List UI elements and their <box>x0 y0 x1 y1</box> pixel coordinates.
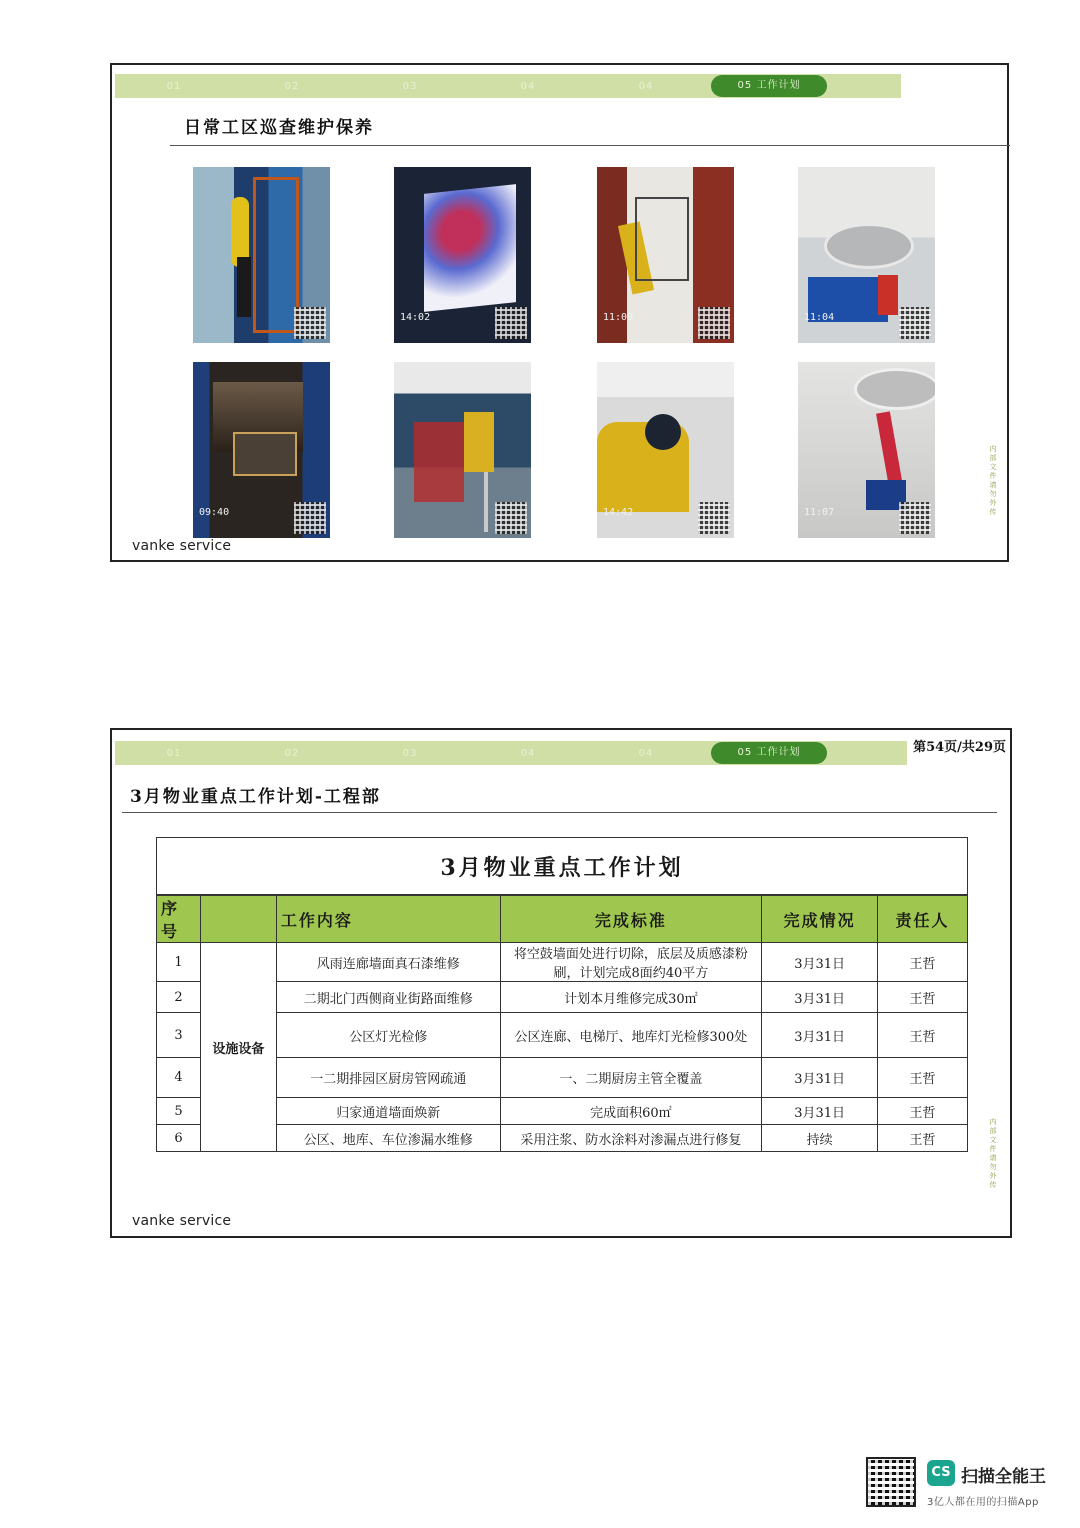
cell-status: 3月31日 <box>762 943 878 982</box>
photo-maintenance-3 <box>597 167 734 343</box>
photo-timestamp: 11:07 <box>804 507 835 518</box>
nav-item-active: 05 工作计划 <box>711 742 827 764</box>
nav-item-02: 02 <box>284 747 300 759</box>
slide-title: 日常工区巡查维护保养 <box>184 118 374 138</box>
cell-owner: 王哲 <box>878 943 968 982</box>
table-caption: 3月物业重点工作计划 <box>157 838 968 896</box>
brand-logo: vanke service <box>132 538 232 554</box>
cell-standard: 计划本月维修完成30㎡ <box>500 982 762 1013</box>
cell-owner: 王哲 <box>878 1125 968 1152</box>
qr-code-icon <box>899 502 931 534</box>
nav-item-04a: 04 <box>520 80 536 92</box>
scanner-tagline: 3亿人都在用的扫描App <box>927 1497 1039 1508</box>
nav-item-02: 02 <box>284 80 300 92</box>
section-nav <box>115 74 901 98</box>
slide-patrol-maintenance <box>110 63 1009 562</box>
camscanner-logo: CS <box>927 1460 955 1486</box>
cell-content: 归家通道墙面焕新 <box>276 1098 500 1125</box>
cell-status: 3月31日 <box>762 982 878 1013</box>
cell-no: 6 <box>157 1125 201 1152</box>
photo-maintenance-7 <box>597 362 734 538</box>
cell-no: 4 <box>157 1058 201 1098</box>
brand-logo: vanke service <box>132 1213 232 1229</box>
qr-code-icon <box>294 502 326 534</box>
header-standard: 完成标准 <box>500 895 762 943</box>
cell-category: 设施设备 <box>200 943 276 1152</box>
cell-status: 持续 <box>762 1125 878 1152</box>
title-divider <box>122 812 997 813</box>
cell-content: 公区灯光检修 <box>276 1013 500 1058</box>
header-status: 完成情况 <box>762 895 878 943</box>
cell-content: 风雨连廊墙面真石漆维修 <box>276 943 500 982</box>
qr-code-icon <box>495 307 527 339</box>
table-row <box>157 1013 968 1058</box>
slide-title: 3月物业重点工作计划-工程部 <box>130 787 381 807</box>
table-row <box>157 1058 968 1098</box>
nav-item-active: 05 工作计划 <box>711 75 827 97</box>
cell-no: 5 <box>157 1098 201 1125</box>
table-header-row <box>157 895 968 943</box>
work-plan-table <box>156 837 968 1152</box>
nav-item-01: 01 <box>166 747 182 759</box>
header-category <box>200 895 276 943</box>
cell-owner: 王哲 <box>878 1013 968 1058</box>
qr-code-icon <box>294 307 326 339</box>
photo-maintenance-8 <box>798 362 935 538</box>
table-row <box>157 1125 968 1152</box>
cell-status: 3月31日 <box>762 1013 878 1058</box>
qr-code-icon <box>495 502 527 534</box>
cell-standard: 公区连廊、电梯厅、地库灯光检修300处 <box>500 1013 762 1058</box>
nav-item-04b: 04 <box>638 747 654 759</box>
table-row <box>157 943 968 982</box>
cell-content: 二期北门西侧商业街路面维修 <box>276 982 500 1013</box>
cell-content: 公区、地库、车位渗漏水维修 <box>276 1125 500 1152</box>
cell-no: 3 <box>157 1013 201 1058</box>
cell-no: 1 <box>157 943 201 982</box>
photo-timestamp: 14:42 <box>603 507 634 518</box>
photo-maintenance-6 <box>394 362 531 538</box>
header-content: 工作内容 <box>276 895 500 943</box>
table-row <box>157 982 968 1013</box>
photo-maintenance-5 <box>193 362 330 538</box>
qr-code-icon <box>698 502 730 534</box>
cell-status: 3月31日 <box>762 1058 878 1098</box>
slide-march-work-plan <box>110 728 1012 1238</box>
internal-doc-mark: 内部文件 请勿外传 <box>989 1118 997 1189</box>
photo-maintenance-2 <box>394 167 531 343</box>
photo-timestamp: 11:04 <box>804 312 835 323</box>
qr-code-icon <box>899 307 931 339</box>
internal-doc-mark: 内部文件 请勿外传 <box>989 445 997 516</box>
nav-item-03: 03 <box>402 747 418 759</box>
header-no: 序号 <box>157 895 201 943</box>
cell-content: 一二期排园区厨房管网疏通 <box>276 1058 500 1098</box>
cell-no: 2 <box>157 982 201 1013</box>
cell-standard: 将空鼓墙面处进行切除，底层及质感漆粉刷，计划完成8面约40平方 <box>500 943 762 982</box>
title-divider <box>170 145 1010 146</box>
scanner-qr-code-icon <box>866 1457 916 1507</box>
nav-item-04b: 04 <box>638 80 654 92</box>
nav-item-01: 01 <box>166 80 182 92</box>
nav-item-04a: 04 <box>520 747 536 759</box>
cell-standard: 采用注浆、防水涂料对渗漏点进行修复 <box>500 1125 762 1152</box>
page-number: 第54页/共29页 <box>913 740 1006 755</box>
cell-standard: 完成面积60㎡ <box>500 1098 762 1125</box>
qr-code-icon <box>698 307 730 339</box>
photo-timestamp: 14:02 <box>400 312 431 323</box>
table-row <box>157 1098 968 1125</box>
cell-owner: 王哲 <box>878 1098 968 1125</box>
section-nav <box>115 741 907 765</box>
cell-standard: 一、二期厨房主管全覆盖 <box>500 1058 762 1098</box>
cell-owner: 王哲 <box>878 982 968 1013</box>
cell-owner: 王哲 <box>878 1058 968 1098</box>
nav-item-03: 03 <box>402 80 418 92</box>
scanner-app-name: 扫描全能王 <box>961 1467 1046 1487</box>
photo-timestamp: 09:40 <box>199 507 230 518</box>
photo-timestamp: 11:09 <box>603 312 634 323</box>
cell-status: 3月31日 <box>762 1098 878 1125</box>
photo-maintenance-1 <box>193 167 330 343</box>
photo-maintenance-4 <box>798 167 935 343</box>
header-owner: 责任人 <box>878 895 968 943</box>
